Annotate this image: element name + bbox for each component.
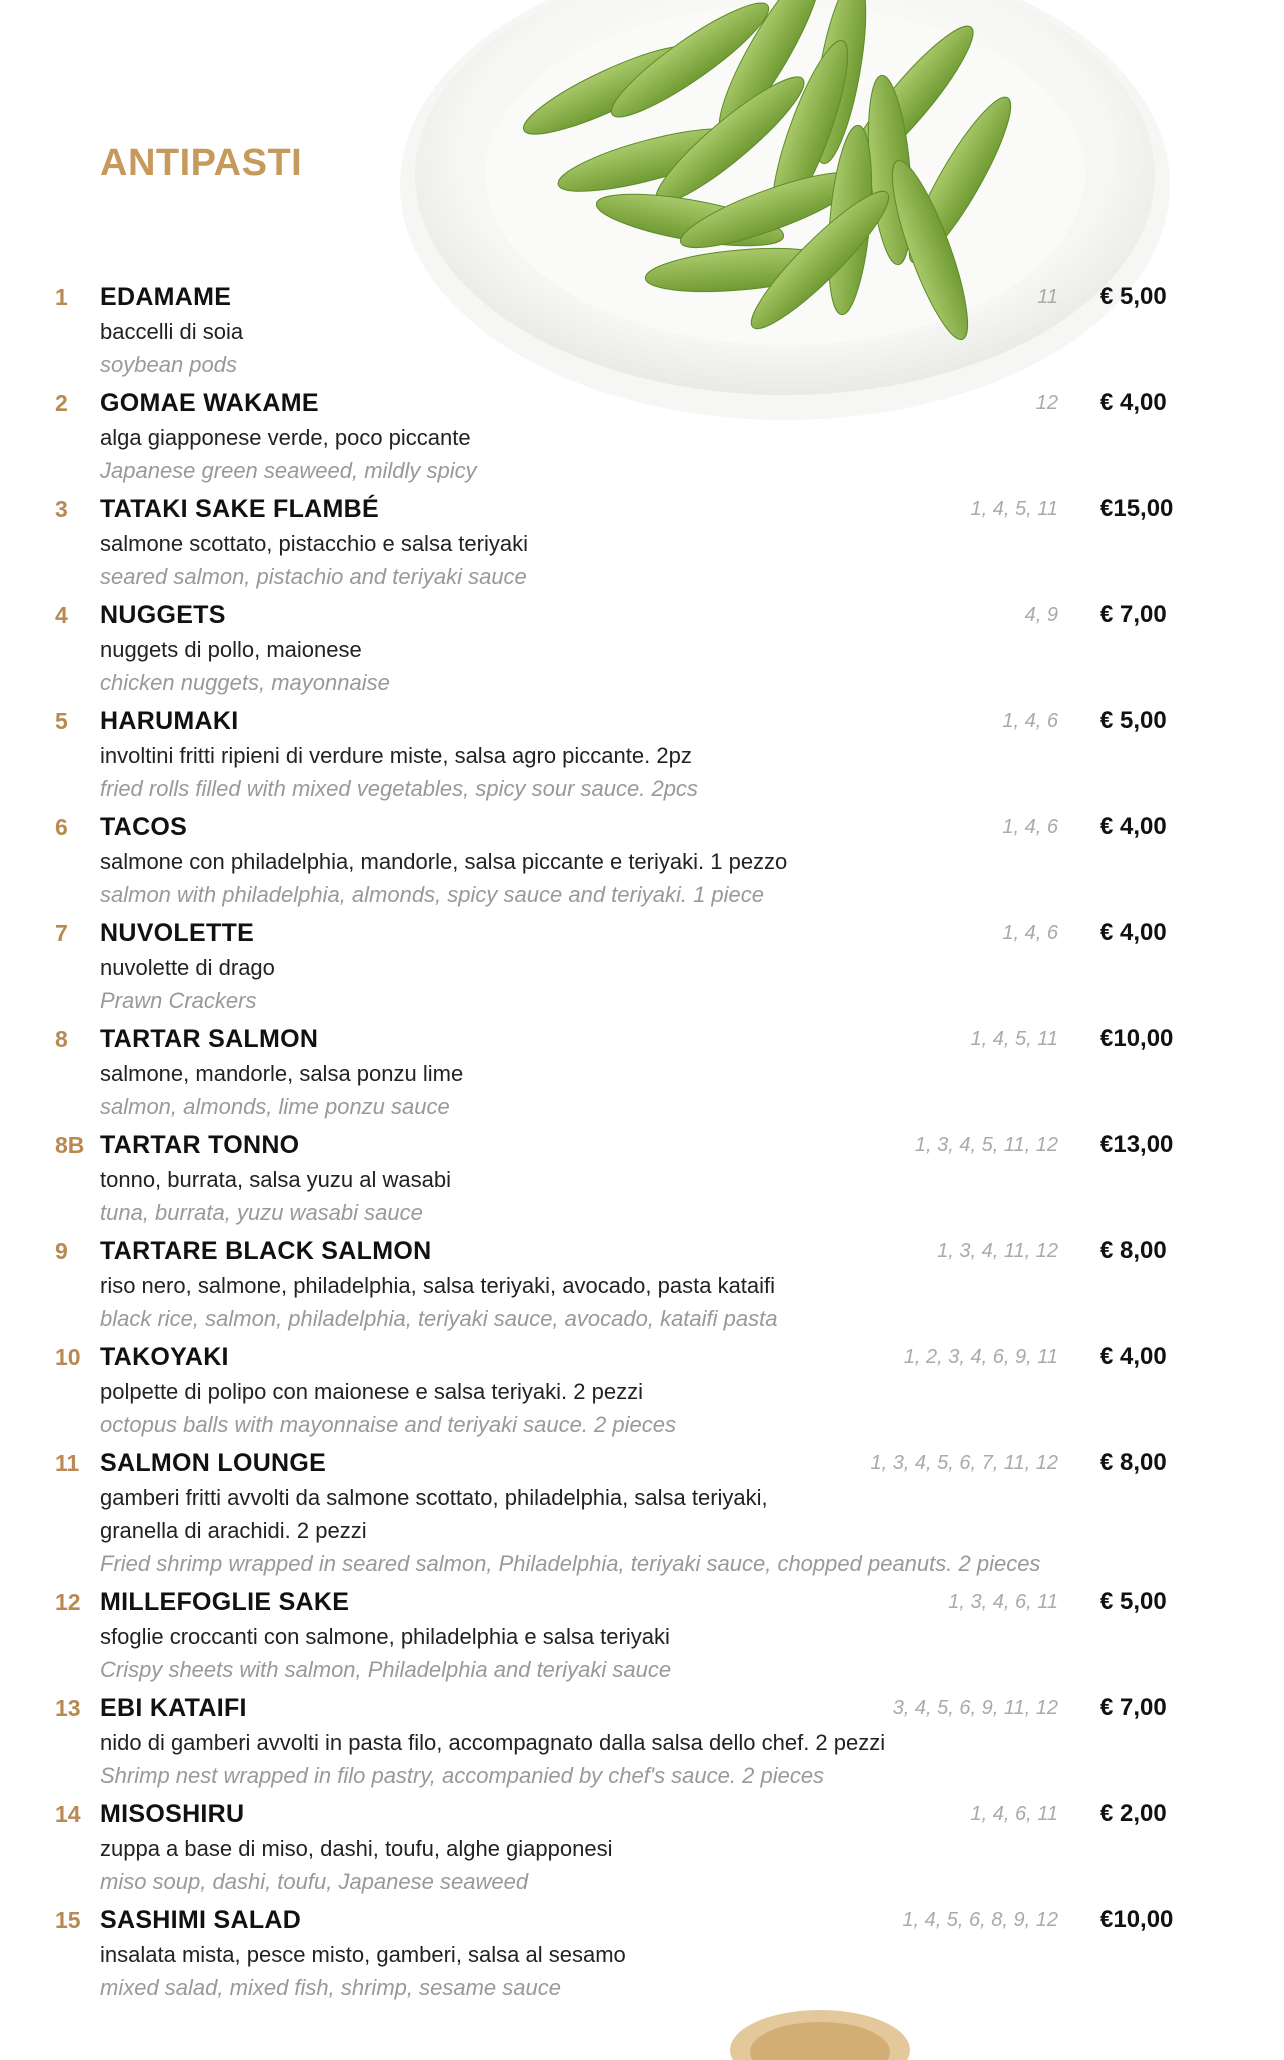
menu-item: [0, 1445, 1284, 1584]
item-number: 6: [55, 814, 68, 840]
item-number: 15: [55, 1907, 81, 1933]
item-number: 2: [55, 390, 68, 416]
item-allergens: 4, 9: [1024, 604, 1058, 626]
item-name: SALMON LOUNGE: [100, 1449, 327, 1477]
item-description: alga giapponese verde, poco piccante: [100, 425, 471, 450]
item-description: salmone, mandorle, salsa ponzu lime: [100, 1061, 464, 1086]
item-price: € 4,00: [1100, 1343, 1167, 1370]
item-english-description: Shrimp nest wrapped in filo pastry, accompanied by chef's sauce. 2 pieces: [100, 1763, 825, 1788]
menu-item-header: [0, 703, 1284, 739]
item-description: nido di gamberi avvolti in pasta filo, accompagnato dalla salsa dello chef. 2 pezzi: [100, 1730, 886, 1755]
item-name: NUGGETS: [100, 601, 226, 629]
item-name: MILLEFOGLIE SAKE: [100, 1588, 350, 1616]
item-number: 12: [55, 1589, 81, 1615]
menu-item-header: [0, 1584, 1284, 1620]
item-price: €13,00: [1100, 1131, 1174, 1158]
item-name: TARTAR SALMON: [100, 1025, 319, 1053]
menu-item: [0, 809, 1284, 915]
item-price: €10,00: [1100, 1025, 1174, 1052]
item-price: € 8,00: [1100, 1237, 1167, 1264]
item-price: € 4,00: [1100, 919, 1167, 946]
item-number: 9: [55, 1238, 68, 1264]
menu-item-header: [0, 1690, 1284, 1726]
item-name: TARTAR TONNO: [100, 1131, 300, 1159]
menu-item-header: [0, 1902, 1284, 1938]
item-allergens: 1, 4, 5, 11: [970, 498, 1058, 520]
item-price: € 2,00: [1100, 1800, 1167, 1827]
item-english-description: seared salmon, pistachio and teriyaki sauce: [100, 564, 527, 589]
menu-item: [0, 1127, 1284, 1233]
item-english-description: Fried shrimp wrapped in seared salmon, Philadelphia, teriyaki sauce, chopped peanuts. 2 pieces: [100, 1551, 1041, 1576]
menu-list: [0, 279, 1284, 2008]
item-description: nuggets di pollo, maionese: [100, 637, 362, 662]
item-number: 7: [55, 920, 68, 946]
item-english-description: tuna, burrata, yuzu wasabi sauce: [100, 1200, 423, 1225]
item-name: NUVOLETTE: [100, 919, 255, 947]
item-english-description: fried rolls filled with mixed vegetables, spicy sour sauce. 2pcs: [100, 776, 698, 801]
item-price: € 4,00: [1100, 813, 1167, 840]
menu-item-header: [0, 279, 1284, 315]
menu-item: [0, 915, 1284, 1021]
menu-item-header: [0, 1233, 1284, 1269]
item-description: salmone con philadelphia, mandorle, salsa piccante e teriyaki. 1 pezzo: [100, 849, 788, 874]
item-name: TAKOYAKI: [100, 1343, 229, 1371]
item-description: involtini fritti ripieni di verdure miste, salsa agro piccante. 2pz: [100, 743, 692, 768]
item-name: GOMAE WAKAME: [100, 389, 319, 417]
item-english-description: octopus balls with mayonnaise and teriyaki sauce. 2 pieces: [100, 1412, 676, 1437]
menu-item-header: [0, 809, 1284, 845]
menu-item: [0, 1339, 1284, 1445]
item-allergens: 1, 4, 6: [1002, 710, 1058, 732]
item-allergens: 1, 4, 6: [1002, 816, 1058, 838]
item-price: €10,00: [1100, 1906, 1174, 1933]
menu-item-header: [0, 597, 1284, 633]
item-english-description: mixed salad, mixed fish, shrimp, sesame sauce: [100, 1975, 561, 2000]
item-english-description: black rice, salmon, philadelphia, teriyaki sauce, avocado, kataifi pasta: [100, 1306, 778, 1331]
item-number: 3: [55, 496, 68, 522]
menu-item: [0, 703, 1284, 809]
item-english-description: soybean pods: [100, 352, 237, 377]
item-english-description: salmon with philadelphia, almonds, spicy sauce and teriyaki. 1 piece: [100, 882, 765, 907]
menu-item-header: [0, 491, 1284, 527]
item-allergens: 12: [1035, 392, 1058, 414]
item-name: TACOS: [100, 813, 188, 841]
item-number: 13: [55, 1695, 81, 1721]
item-description: sfoglie croccanti con salmone, philadelphia e salsa teriyaki: [100, 1624, 670, 1649]
menu-item: [0, 279, 1284, 385]
menu-item-header: [0, 1445, 1284, 1481]
item-name: TATAKI SAKE FLAMBÉ: [100, 495, 379, 523]
item-description: salmone scottato, pistacchio e salsa teriyaki: [100, 531, 528, 556]
item-price: € 7,00: [1100, 601, 1167, 628]
item-english-description: salmon, almonds, lime ponzu sauce: [100, 1094, 450, 1119]
item-price: € 8,00: [1100, 1449, 1167, 1476]
item-english-description: Prawn Crackers: [100, 988, 257, 1013]
item-allergens: 1, 4, 5, 11: [970, 1028, 1058, 1050]
item-english-description: Crispy sheets with salmon, Philadelphia and teriyaki sauce: [100, 1657, 672, 1682]
item-price: € 5,00: [1100, 707, 1167, 734]
item-allergens: 1, 2, 3, 4, 6, 9, 11: [903, 1346, 1058, 1368]
item-price: € 7,00: [1100, 1694, 1167, 1721]
item-number: 5: [55, 708, 68, 734]
item-number: 8: [55, 1026, 68, 1052]
menu-item-header: [0, 1796, 1284, 1832]
item-number: 4: [55, 602, 68, 628]
item-name: HARUMAKI: [100, 707, 239, 735]
item-number: 1: [55, 284, 68, 310]
item-description: baccelli di soia: [100, 319, 244, 344]
item-name: SASHIMI SALAD: [100, 1906, 302, 1934]
item-number: 8B: [55, 1132, 85, 1158]
item-name: EBI KATAIFI: [100, 1694, 247, 1722]
item-allergens: 1, 4, 6, 11: [970, 1803, 1058, 1825]
item-allergens: 1, 3, 4, 5, 6, 7, 11, 12: [870, 1452, 1058, 1474]
item-allergens: 1, 4, 5, 6, 8, 9, 12: [902, 1909, 1058, 1931]
menu-item: [0, 1233, 1284, 1339]
item-allergens: 1, 3, 4, 5, 11, 12: [914, 1134, 1058, 1156]
item-allergens: 1, 4, 6: [1002, 922, 1058, 944]
item-english-description: chicken nuggets, mayonnaise: [100, 670, 390, 695]
item-description: riso nero, salmone, philadelphia, salsa teriyaki, avocado, pasta kataifi: [100, 1273, 776, 1298]
menu-item: [0, 1021, 1284, 1127]
item-english-description: Japanese green seaweed, mildly spicy: [100, 458, 477, 483]
item-number: 11: [55, 1450, 80, 1476]
menu-item: [0, 1584, 1284, 1690]
item-name: TARTARE BLACK SALMON: [100, 1237, 432, 1265]
menu-item: [0, 1796, 1284, 1902]
menu-item-header: [0, 1021, 1284, 1057]
item-description: granella di arachidi. 2 pezzi: [100, 1518, 367, 1543]
item-english-description: miso soup, dashi, toufu, Japanese seaweed: [100, 1869, 529, 1894]
item-description: polpette di polipo con maionese e salsa teriyaki. 2 pezzi: [100, 1379, 643, 1404]
item-description: nuvolette di drago: [100, 955, 275, 980]
item-price: € 5,00: [1100, 1588, 1167, 1615]
item-name: MISOSHIRU: [100, 1800, 245, 1828]
menu-item-header: [0, 1127, 1284, 1163]
item-description: gamberi fritti avvolti da salmone scottato, philadelphia, salsa teriyaki,: [100, 1485, 768, 1510]
item-number: 10: [55, 1344, 81, 1370]
item-description: zuppa a base di miso, dashi, toufu, alghe giapponesi: [100, 1836, 613, 1861]
menu-item: [0, 491, 1284, 597]
item-allergens: 3, 4, 5, 6, 9, 11, 12: [892, 1697, 1058, 1719]
item-price: € 4,00: [1100, 389, 1167, 416]
item-description: insalata mista, pesce misto, gamberi, salsa al sesamo: [100, 1942, 626, 1967]
section-title: ANTIPASTI: [100, 142, 303, 184]
item-allergens: 11: [1037, 286, 1058, 308]
item-price: €15,00: [1100, 495, 1174, 522]
item-description: tonno, burrata, salsa yuzu al wasabi: [100, 1167, 451, 1192]
menu-item-header: [0, 915, 1284, 951]
menu-item: [0, 597, 1284, 703]
item-name: EDAMAME: [100, 283, 232, 311]
item-allergens: 1, 3, 4, 11, 12: [937, 1240, 1058, 1262]
menu-item: [0, 1690, 1284, 1796]
item-number: 14: [55, 1801, 81, 1827]
menu-item-header: [0, 385, 1284, 421]
item-allergens: 1, 3, 4, 6, 11: [948, 1591, 1058, 1613]
menu-item: [0, 385, 1284, 491]
menu-item: [0, 1902, 1284, 2008]
menu-item-header: [0, 1339, 1284, 1375]
item-price: € 5,00: [1100, 283, 1167, 310]
